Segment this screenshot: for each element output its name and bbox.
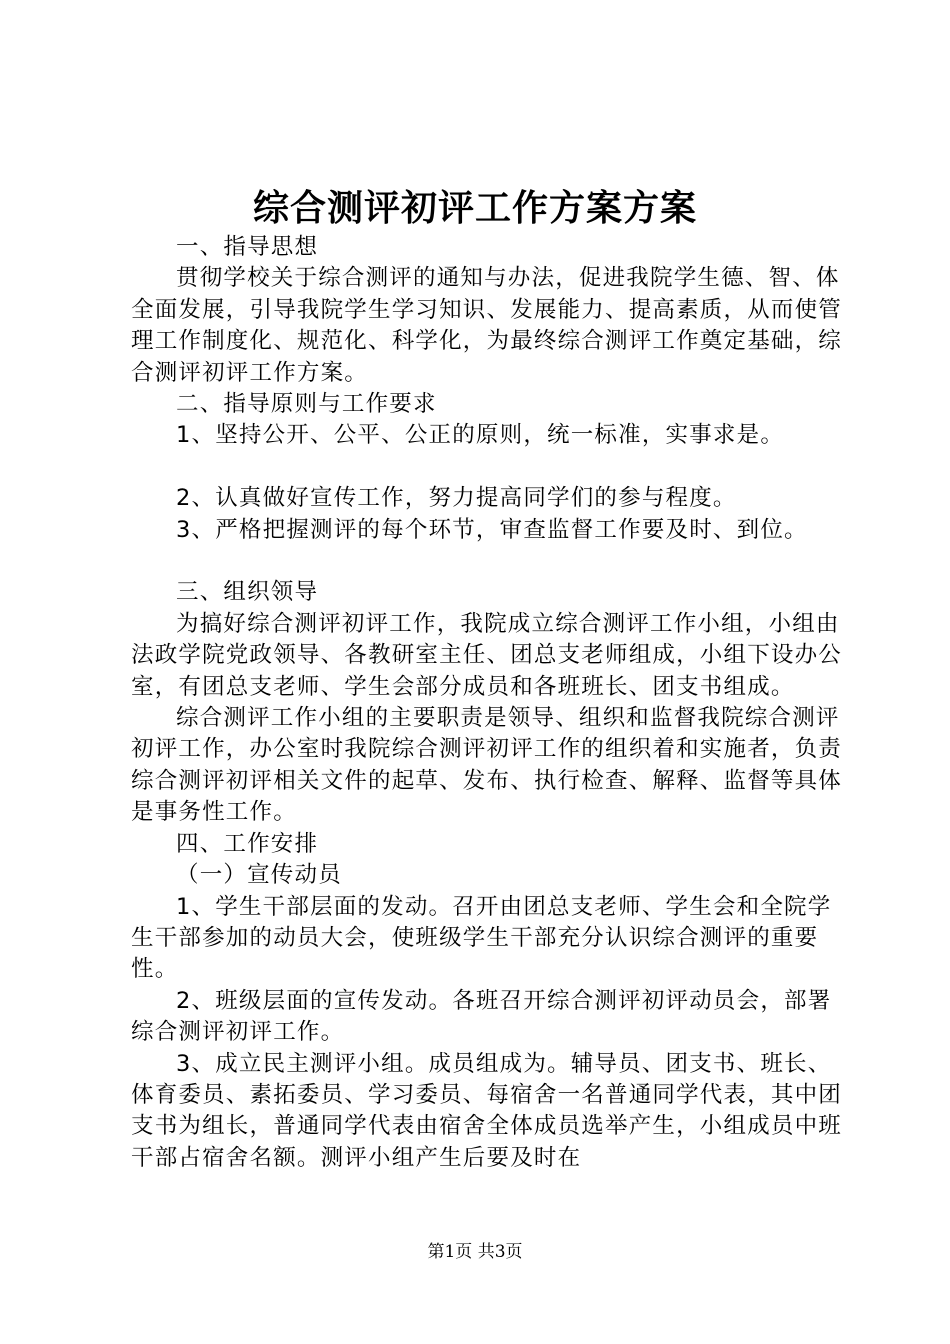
section-heading: 四、工作安排 (176, 830, 319, 857)
subsection-heading: （一）宣传动员 (176, 862, 342, 889)
list-item: 3、成立民主测评小组。成员组成为。辅导员、团支书、班长、体育委员、素拓委员、学习委员、每宿舍一名普通同学代表，其中团支书为组长，普通同学代表由宿舍全体成员选举产生，小组成员中班干部占宿舍名额。测评小组产生后要及时在 (131, 1050, 843, 1171)
document-body (131, 232, 843, 1174)
paragraph: 为搞好综合测评初评工作，我院成立综合测评工作小组，小组由法政学院党政领导、各教研室主任、团总支老师组成，小组下设办公室，有团总支老师、学生会部分成员和各班班长、团支书组成。 (131, 610, 843, 700)
section-heading: 三、组织领导 (176, 579, 319, 606)
list-item: 2、认真做好宣传工作，努力提高同学们的参与程度。 (176, 485, 737, 512)
paragraph: 综合测评工作小组的主要职责是领导、组织和监督我院综合测评初评工作，办公室时我院综合测评初评工作的组织着和实施者，负责综合测评初评相关文件的起草、发布、执行检查、解释、监督等具体是事务性工作。 (131, 705, 843, 826)
page-number: 第1页 共3页 (427, 1242, 523, 1262)
list-item: 2、班级层面的宣传发动。各班召开综合测评初评动员会，部署综合测评初评工作。 (131, 987, 832, 1046)
document-title: 综合测评初评工作方案方案 (252, 187, 697, 229)
list-item: 3、严格把握测评的每个环节，审查监督工作要及时、到位。 (176, 516, 808, 543)
list-item: 1、坚持公开、公平、公正的原则，统一标准，实事求是。 (176, 422, 785, 449)
section-heading: 二、指导原则与工作要求 (176, 391, 437, 418)
list-item: 1、学生干部层面的发动。召开由团总支老师、学生会和全院学生干部参加的动员大会，使班级学生干部充分认识综合测评的重要性。 (131, 893, 832, 983)
paragraph: 贯彻学校关于综合测评的通知与办法，促进我院学生德、智、体全面发展，引导我院学生学习知识、发展能力、提高素质，从而使管理工作制度化、规范化、科学化，为最终综合测评工作奠定基础，综合测评初评工作方案。 (131, 265, 843, 386)
section-heading: 一、指导思想 (176, 234, 319, 260)
